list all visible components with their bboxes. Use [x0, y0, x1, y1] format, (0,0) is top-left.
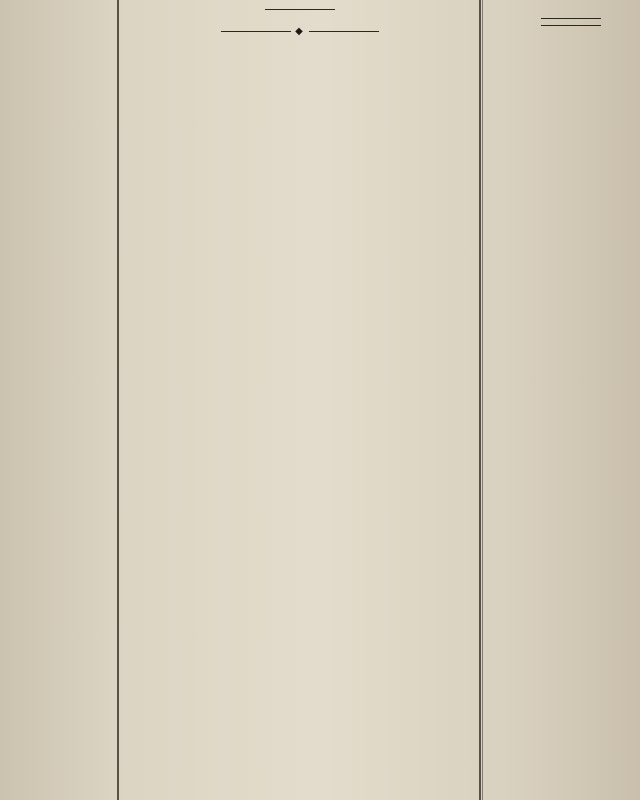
- middle-column: [124, 0, 476, 800]
- left-column: [0, 0, 112, 800]
- column-rule-right-thin: [482, 0, 483, 800]
- header-rule: [541, 18, 601, 19]
- column-rule-left: [117, 0, 119, 800]
- column-rule-right: [479, 0, 481, 800]
- divider-rule: [124, 3, 476, 17]
- divider-ornament: ◆: [124, 25, 476, 39]
- right-column: [486, 0, 640, 800]
- divider-rule-right: [541, 25, 601, 26]
